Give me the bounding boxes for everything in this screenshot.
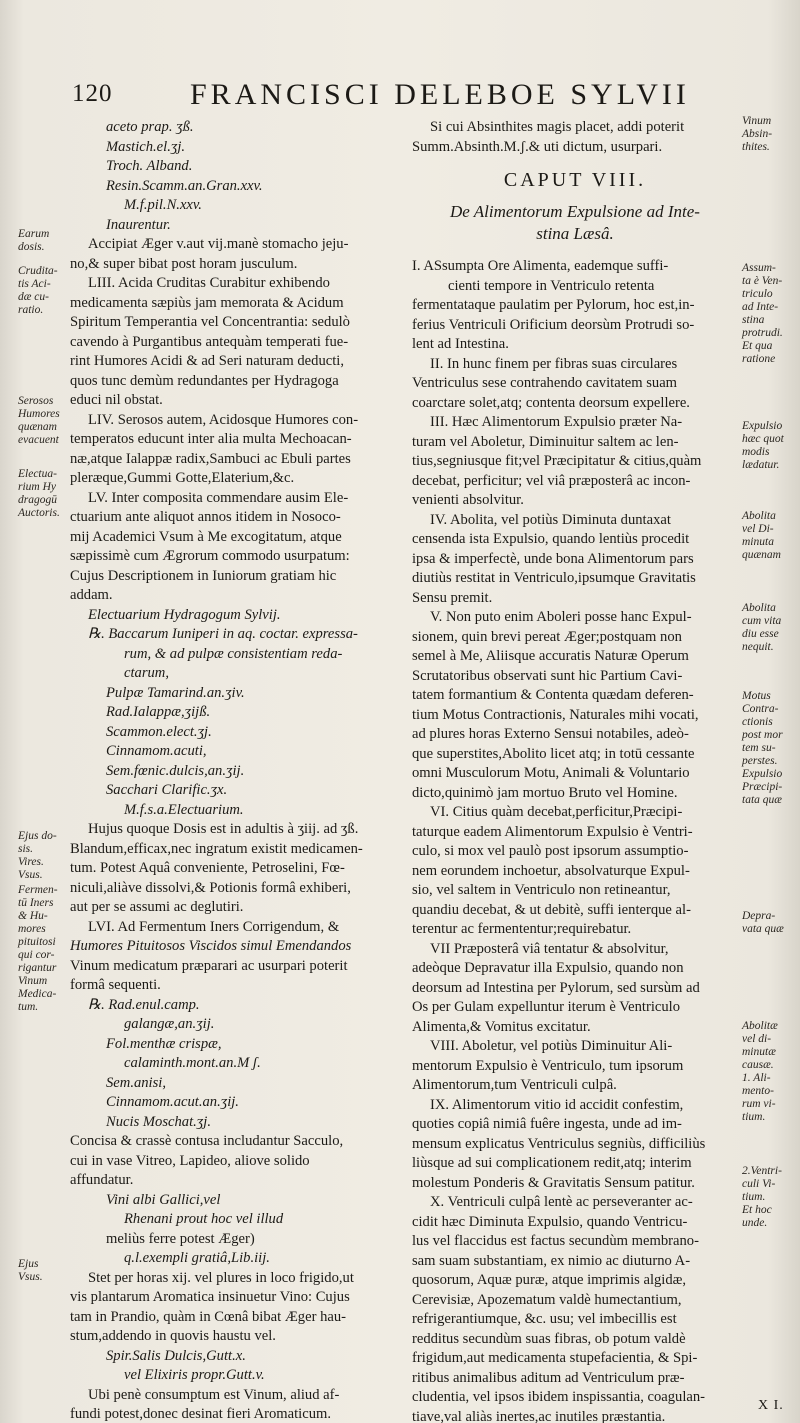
text-line: cidit hæc Diminuta Expulsio, quando Ventricu-: [412, 1213, 688, 1230]
text-line: VII Præposterâ viâ tentatur & absolvitur,: [430, 940, 669, 957]
text-line: VI. Citius quàm decebat,perficitur,Præcipi-: [430, 804, 683, 820]
text-line: culo, si mox vel paulò post ipsorum assumptio-: [412, 843, 689, 859]
text-line: pleræque,Gummi Gotte,Elaterium,&c.: [70, 470, 295, 486]
text-line: sionem, quin brevi pereat Æger;postquam non: [412, 628, 682, 645]
text-line: cludentia, vel ipsos ibidem inspissantia, coagulan-: [412, 1389, 706, 1405]
text-line: Cujus Descriptionem in Iuniorum gratiam hic: [70, 567, 337, 584]
text-line: aut per se assumi ac deglutiri.: [70, 899, 244, 915]
text-line: terentur ac fermententur;requirebatur.: [412, 921, 632, 937]
text-line: IX. Alimentorum vitio id accidit confestim,: [430, 1096, 684, 1113]
text-line: q.l.exempli gratiâ,Lib.iij.: [124, 1250, 270, 1266]
text-line: Stet per horas xij. vel plures in loco frigido,ut: [88, 1269, 354, 1286]
text-line: ℞. Rad.enul.camp.: [88, 996, 200, 1013]
text-line: quosorum, Aquæ puræ, atque imprimis algidæ,: [412, 1272, 687, 1288]
margin-note: Depra- vata quæ: [742, 910, 784, 935]
text-line: ℞. Baccarum Iuniperi in aq. coctar. expressa-: [88, 626, 358, 642]
text-line: Resin.Scamm.an.Gran.xxv.: [106, 177, 263, 194]
text-line: lus vel flaccidus est factus secundùm membrano-: [412, 1233, 699, 1249]
text-line: medicamenta sæpiùs jam memorata & Acidum: [70, 294, 344, 311]
text-line: Ventriculus sese contrahendo cavitatem suam: [412, 375, 678, 391]
text-line: M.f.s.a.Electuarium.: [124, 801, 244, 818]
text-line: mensum explicatus Ventriculus segniùs, difficiliùs: [412, 1135, 706, 1152]
text-line: taturque eadem Alimentorum Expulsio è Ventri-: [412, 823, 693, 840]
text-line: ferius Ventriculi Orificium deorsùm Protrudi so-: [412, 316, 695, 333]
text-line: rint Humores Acidi & ad Seri naturam deducti,: [70, 353, 344, 369]
text-line: tium Motus Contractionis, Naturales mihi vocati,: [412, 706, 699, 723]
text-line: Vini albi Gallici,vel: [106, 1191, 221, 1208]
text-line: Cinnamom.acut.an.ʒij.: [106, 1094, 239, 1110]
text-line: vis plantarum Aromatica insinuetur Vino: Cujus: [70, 1289, 350, 1305]
margin-note: Earum dosis.: [18, 228, 50, 253]
text-line: diutiùs restitat in Ventriculo,ipsumque Gravitatis: [412, 570, 696, 586]
text-line: quandiu decebat, & ut debitè, suffi ienterque al-: [412, 901, 691, 918]
text-line: Concisa & crassè contusa includantur Sacculo,: [70, 1133, 344, 1149]
text-line: VIII. Aboletur, vel potiùs Diminuitur Ali-: [430, 1038, 673, 1054]
text-line: Cinnamom.acuti,: [106, 743, 207, 759]
text-line: molestum Ponderis & Gravitatis Sensum patitur.: [412, 1174, 695, 1191]
text-line: quoties copiâ nimiâ fuêre ingesta, unde ad im-: [412, 1116, 682, 1132]
margin-note: 2.Ventri- culi Vi- tium. Et hoc unde.: [742, 1165, 782, 1229]
text-line: decebat, perficitur; vel viâ præposterâ ac incon-: [412, 472, 691, 489]
text-line: Sensu premit.: [412, 589, 493, 606]
text-line: addam.: [70, 587, 113, 603]
text-line: frigidum,aut medicamenta stupefacientia, & Spi-: [412, 1350, 698, 1366]
text-line: calaminth.mont.an.M ʃ.: [124, 1055, 261, 1071]
margin-note: Abolita cum vita diu esse nequit.: [742, 602, 782, 653]
right-column: [412, 118, 738, 1423]
margin-note: Vinum Absin- thites.: [742, 115, 773, 153]
text-line: Rhenani prout hoc vel illud: [124, 1211, 284, 1227]
text-line: mentorum Expulsio è Ventriculo, tum ipsorum: [412, 1057, 684, 1074]
signature-mark: X I.: [758, 1398, 784, 1413]
margin-note: Expulsio hæc quot modis lædatur.: [742, 420, 784, 471]
text-line: Blandum,efficax,nec ingratum existit medicamen-: [70, 840, 363, 857]
text-line: LIV. Serosos autem, Acidosque Humores con-: [88, 411, 359, 428]
text-line: sio, vel saltem in Ventriculo non retineantur,: [412, 882, 671, 898]
text-line: Spir.Salis Dulcis,Gutt.x.: [106, 1347, 246, 1364]
text-line: temperatos educunt inter alia multa Mechoacan-: [70, 431, 352, 447]
text-line: nem eorundem inchoetur, absolvaturque Expul-: [412, 862, 690, 879]
text-line: Scammon.elect.ʒj.: [106, 723, 212, 740]
text-line: redditus secundùm suas fibras, ob potum valdè: [412, 1330, 686, 1347]
text-line: educi nil obstat.: [70, 392, 163, 408]
text-line: aceto prap. ʒß.: [106, 119, 194, 135]
page-number: 120: [72, 80, 113, 107]
text-line: Alimenta,& Vomitus excitatur.: [412, 1018, 591, 1035]
text-line: adeòque Depravatur illa Expulsio, quando non: [412, 960, 684, 976]
text-line: II. In hunc finem per fibras suas circulares: [430, 355, 678, 372]
text-line: cienti tempore in Ventriculo retenta: [448, 277, 655, 294]
text-line: deorsum ad Intestina per Pylorum, sed sursùm ad: [412, 979, 700, 996]
text-line: stum,addendo in quovis haustu vel.: [70, 1328, 276, 1344]
text-line: turam vel Aboletur, Diminuitur saltem ac len-: [412, 433, 679, 450]
text-line: quos tunc demùm redundantes per Hydragoga: [70, 372, 339, 389]
text-line: tatem formantium & Contenta quædam deferen-: [412, 687, 694, 703]
text-line: Pulpæ Tamarind.an.ʒiv.: [106, 684, 245, 701]
text-line: Rad.Ialappæ,ʒijß.: [106, 704, 211, 720]
text-line: que superstites,Abolito licet atq; in totū cessante: [412, 745, 695, 762]
text-line: næ,atque Ialappæ radix,Sambuci ac Ebuli partes: [70, 450, 351, 467]
margin-note: Electua- rium Hy dragogū Auctoris.: [18, 468, 60, 519]
text-line: Fol.menthæ crispæ,: [106, 1035, 222, 1052]
text-line: Scrutatoribus observati sunt hic Partium Cavi-: [412, 667, 683, 684]
text-line: LV. Inter composita commendare ausim Ele-: [88, 489, 349, 506]
chapter-title: De Alimentorum Expulsione ad Inte-: [450, 202, 700, 221]
text-line: Vinum medicatum præparari ac usurpari poterit: [70, 957, 348, 974]
text-line: niculi,aliàve dissolvi,& Potionis formâ exhiberi,: [70, 879, 351, 896]
text-line: Os per Gulam expelluntur iterum è Ventriculo: [412, 999, 681, 1015]
text-line: tiave,val aliàs inertes,ac inutiles præstantia.: [412, 1408, 666, 1423]
text-line: censenda ista Expulsio, quando lentiùs procedit: [412, 531, 690, 547]
text-line: vel Elixiris propr.Gutt.v.: [124, 1367, 265, 1383]
text-line: Accipiat Æger v.aut vij.manè stomacho jeju-: [88, 236, 349, 252]
text-line: Ubi penè consumptum est Vinum, aliud af-: [88, 1386, 340, 1403]
text-line: fundi potest,donec desinat fieri Aromaticum.: [70, 1406, 331, 1422]
text-line: Sacchari Clarific.ʒx.: [106, 782, 228, 798]
text-line: rum, & ad pulpæ consistentiam reda-: [124, 645, 343, 662]
text-line: Electuarium Hydragogum Sylvij.: [88, 606, 281, 623]
text-line: I. ASsumpta Ore Alimenta, eademque suffi-: [412, 258, 669, 274]
text-line: X. Ventriculi culpâ lentè ac perseveranter ac-: [430, 1194, 693, 1210]
text-line: meliùs ferre potest Æger): [106, 1230, 255, 1247]
text-line: Troch. Alband.: [106, 158, 193, 174]
text-line: lent ad Intestina.: [412, 336, 509, 352]
text-line: dicto,quinimò jam mortuo Bruto vel Homine.: [412, 784, 678, 801]
text-line: tius,segniusque fit;vel Præcipitatur & citius,quàm: [412, 453, 702, 469]
margin-note: Serosos Humores quænam evacuent: [18, 395, 60, 446]
text-line: Spiritum Temperantia vel Concentrantia: sedulò: [70, 314, 350, 330]
text-line: omni Musculorum Motu, Animali & Voluntario: [412, 765, 690, 781]
running-head: FRANCISCI DELEBOE SYLVII: [190, 78, 690, 111]
text-line: Summ.Absinth.M.ʃ.& uti dictum, usurpari.: [412, 138, 663, 155]
text-line: semel à Me, Aliisque accuratis Naturæ Operum: [412, 648, 689, 664]
text-line: mij Academici Vsum à Me excogitatum, atque: [70, 528, 342, 545]
left-column: [70, 118, 400, 1423]
margin-note: Ejus do- sis. Vires. Vsus.: [18, 830, 57, 881]
text-line: coarctare solet,atq; contenta deorsum expellere.: [412, 394, 690, 411]
text-line: Si cui Absinthites magis placet, addi poterit: [430, 119, 685, 135]
text-line: ctuarium ante aliquot annos itidem in Nosoco-: [70, 509, 341, 525]
text-line: Hujus quoque Dosis est in adultis à ʒiij. ad ʒß.: [88, 821, 359, 837]
text-line: venienti absolvitur.: [412, 492, 524, 508]
text-line: IV. Abolita, vel potiùs Diminuta duntaxat: [430, 511, 671, 528]
text-line: ad plures horas Externo Sensui notabiles, adeò-: [412, 726, 689, 742]
text-line: fermentataque paulatim per Pylorum, hoc est,in-: [412, 297, 695, 313]
text-line: Sem.fœnic.dulcis,an.ʒij.: [106, 762, 245, 779]
text-line: III. Hæc Alimentorum Expulsio præter Na-: [430, 414, 683, 430]
text-line: Mastich.el.ʒj.: [106, 138, 186, 155]
text-line: Nucis Moschat.ʒj.: [106, 1113, 211, 1130]
chapter-title: stina Læsâ.: [536, 224, 614, 243]
text-line: ritibus animalibus aditum ad Ventriculum præ-: [412, 1369, 685, 1386]
margin-note: Ejus Vsus.: [18, 1258, 43, 1283]
text-line: galangæ,an.ʒij.: [124, 1016, 215, 1032]
text-line: Alimentorum,tum Ventriculi culpâ.: [412, 1077, 617, 1093]
text-line: no,& super bibat post horam jusculum.: [70, 255, 298, 272]
text-line: ctarum,: [124, 665, 169, 681]
text-line: LIII. Acida Cruditas Curabitur exhibendo: [88, 275, 330, 291]
chapter-heading: CAPUT VIII.: [503, 169, 647, 191]
text-line: affundatur.: [70, 1172, 134, 1188]
text-line: refrigerantiumque, &c. usu; vel imbecillis est: [412, 1311, 677, 1327]
text-line: Sem.anisi,: [106, 1074, 166, 1091]
text-line: formâ sequenti.: [70, 977, 161, 993]
text-line: V. Non puto enim Aboleri posse hanc Expul-: [430, 609, 692, 625]
margin-note: Motus Contra- ctionis post mor tem su- perstes. Expulsio Præcipi- tata quæ: [742, 690, 783, 806]
margin-note: Abolitæ vel di- minutæ causæ. 1. Ali- mento- rum vi- tium.: [742, 1020, 778, 1123]
text-line: Cerevisiæ, Apozematum valdè humectantium,: [412, 1291, 682, 1308]
text-line: liùsque ad sui complicationem redit,atq; interim: [412, 1155, 692, 1171]
text-line: ipsa & imperfectè, unde bona Alimentorum pars: [412, 550, 694, 567]
text-line: sam suam substantiam, ex nimio ac diuturno A-: [412, 1252, 691, 1269]
text-line: tam in Prandio, quàm in Cœnâ bibat Æger hau-: [70, 1308, 347, 1325]
text-line: tum. Potest Aquâ conveniente, Petroselini, Fœ-: [70, 860, 345, 876]
page-header: [70, 78, 760, 114]
text-line: M.f.pil.N.xxv.: [124, 197, 202, 213]
margin-note: Assum- ta è Ven- triculo ad Inte- stina protrudi. Et qua ratione: [742, 262, 783, 365]
margin-note: Abolita vel Di- minuta quænam: [742, 510, 781, 561]
margin-note: Fermen- tū Iners & Hu- mores pituitosi qui cor- rigantur Vinum Medica- tum.: [18, 884, 58, 1013]
margin-note: Crudita- tis Aci- dæ cu- ratio.: [18, 265, 58, 316]
text-line: cui in vase Vitreo, Lapideo, aliove solido: [70, 1152, 310, 1169]
text-line: LVI. Ad Fermentum Iners Corrigendum, &: [88, 918, 340, 935]
text-line: cavendo à Purgantibus antequàm temperati fue-: [70, 333, 349, 350]
text-line: Inaurentur.: [106, 216, 171, 233]
text-line: sæpissimè cum Ægrorum commodo usurpatum:: [70, 548, 350, 564]
text-line: Humores Pituitosos Viscidos simul Emendandos: [70, 938, 352, 954]
